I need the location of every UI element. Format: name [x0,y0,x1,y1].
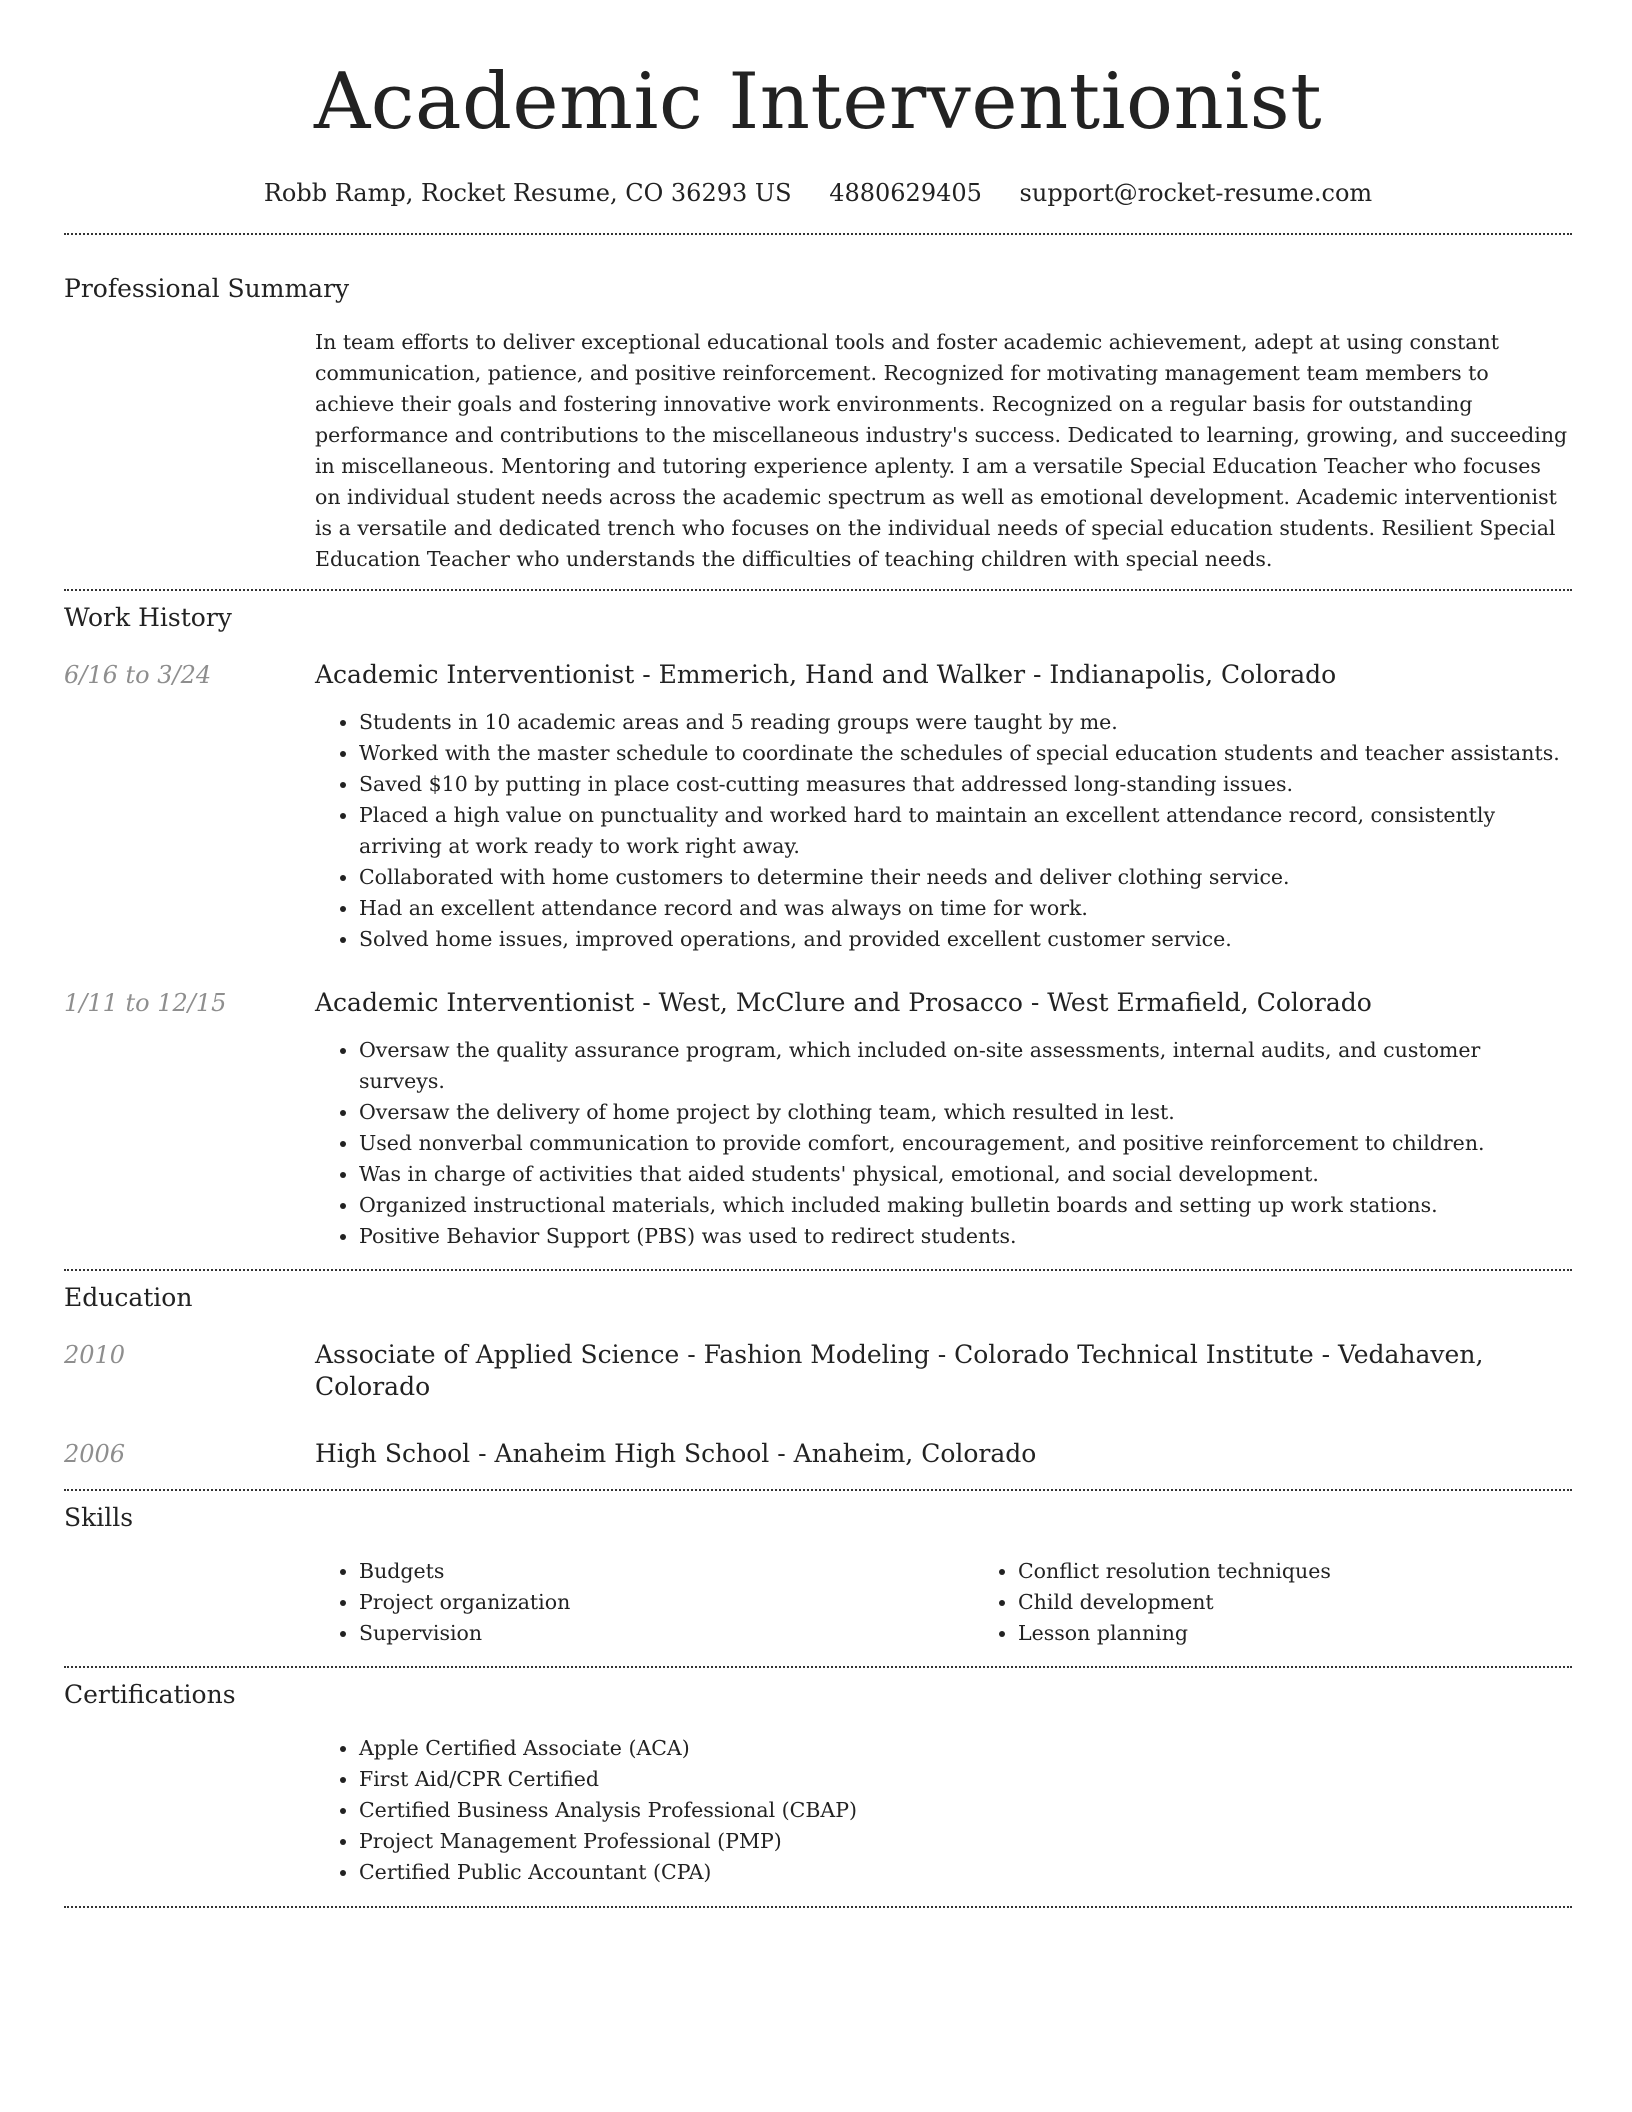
summary-text: In team efforts to deliver exceptional educational tools and foster academic achievement, adept at using constant communication, patience, and positive reinforcement. Recognized for motivating management team members to achieve their goals and fostering innovative work environments. Recognized on a regular basis for outstanding performance and contributions to the miscellaneous industry's success. Dedicated to learning, growing, and succeeding in miscellaneous. Mentoring and tutoring experience aplenty. I am a versatile Special Education Teacher who focuses on individual student needs across the academic spectrum as well as emotional development. Academic interventionist is a versatile and dedicated trench who focuses on the individual needs of special education students. Resilient Special Education Teacher who understands the difficulties of teaching children with special needs. [315,330,1568,571]
education-heading: High School - Anaheim High School - Anaheim, Colorado [315,1439,1037,1468]
job-heading: Academic Interventionist - Emmerich, Hand and Walker - Indianapolis, Colorado [315,660,1337,689]
list-item: • Worked with the master schedule to coordinate the schedules of special education students and teacher assistants. [359,738,1572,769]
list-item: • Had an excellent attendance record and was always on time for work. [359,893,1572,924]
divider [64,589,1572,591]
list-item: • Was in charge of activities that aided students' physical, emotional, and social development. [359,1159,1572,1190]
list-item: • Used nonverbal communication to provide comfort, encouragement, and positive reinforcement to children. [359,1128,1572,1159]
certifications-section [64,1679,1572,1888]
job-bullets [315,1035,1572,1252]
skills-section [64,1502,1572,1649]
contact-line [64,178,1572,208]
list-item: • Saved $10 by putting in place cost-cutting measures that addressed long-standing issues. [359,769,1572,800]
list-item: • Child development [1018,1587,1632,1618]
contact-address: Robb Ramp, Rocket Resume, CO 36293 US [263,179,792,207]
list-item: • Budgets [359,1556,974,1587]
divider [64,1666,1572,1668]
list-item: • Certified Public Accountant (CPA) [359,1857,1572,1888]
candidate-name: Academic Interventionist [313,57,1323,147]
resume-header [64,0,1572,208]
list-item: • Solved home issues, improved operations, and provided excellent customer service. [359,924,1572,955]
job-entry [64,987,1572,1252]
job-dates: 6/16 to 3/24 [64,661,212,689]
education-year: 2006 [64,1440,126,1468]
certifications-title: Certifications [64,1680,236,1709]
education-year: 2010 [64,1341,126,1369]
list-item: • Certified Business Analysis Professional (CBAP) [359,1795,1572,1826]
list-item: • Collaborated with home customers to determine their needs and deliver clothing service. [359,862,1572,893]
skills-list [315,1556,974,1649]
list-item: • Conflict resolution techniques [1018,1556,1632,1587]
certifications-list [315,1733,1572,1888]
education-entry [64,1339,1572,1403]
list-item: • Project organization [359,1587,974,1618]
list-item: • Lesson planning [1018,1618,1632,1649]
list-item: • Oversaw the quality assurance program, which included on-site assessments, internal audits, and customer surveys. [359,1035,1572,1097]
divider [64,1906,1572,1908]
list-item: • Positive Behavior Support (PBS) was used to redirect students. [359,1221,1572,1252]
contact-phone: 4880629405 [829,179,982,207]
list-item: • Project Management Professional (PMP) [359,1826,1572,1857]
job-entry [64,659,1572,955]
education-section [64,1282,1572,1470]
contact-email: support@rocket-resume.com [1019,179,1373,207]
skills-list [974,1556,1632,1649]
list-item: • Supervision [359,1618,974,1649]
job-dates: 1/11 to 12/15 [64,989,227,1017]
divider [64,233,1572,235]
work-history-section [64,602,1572,1252]
education-heading: Associate of Applied Science - Fashion Modeling - Colorado Technical Institute - Vedahaven, Colorado [315,1340,1484,1401]
job-bullets [315,707,1572,955]
list-item: • Oversaw the delivery of home project by clothing team, which resulted in lest. [359,1097,1572,1128]
education-entry [64,1438,1572,1470]
job-heading: Academic Interventionist - West, McClure and Prosacco - West Ermafield, Colorado [315,988,1372,1017]
list-item: • Placed a high value on punctuality and worked hard to maintain an excellent attendance record, consistently arriving at work ready to work right away. [359,800,1572,862]
list-item: • First Aid/CPR Certified [359,1764,1572,1795]
education-title: Education [64,1283,193,1312]
list-item: • Students in 10 academic areas and 5 reading groups were taught by me. [359,707,1572,738]
skills-title: Skills [64,1503,134,1532]
divider [64,1489,1572,1491]
list-item: • Organized instructional materials, which included making bulletin boards and setting up work stations. [359,1190,1572,1221]
summary-title: Professional Summary [64,274,350,303]
resume-page [64,0,1572,1908]
work-history-title: Work History [64,603,232,632]
list-item: • Apple Certified Associate (ACA) [359,1733,1572,1764]
divider [64,1269,1572,1271]
summary-section [64,273,1572,575]
